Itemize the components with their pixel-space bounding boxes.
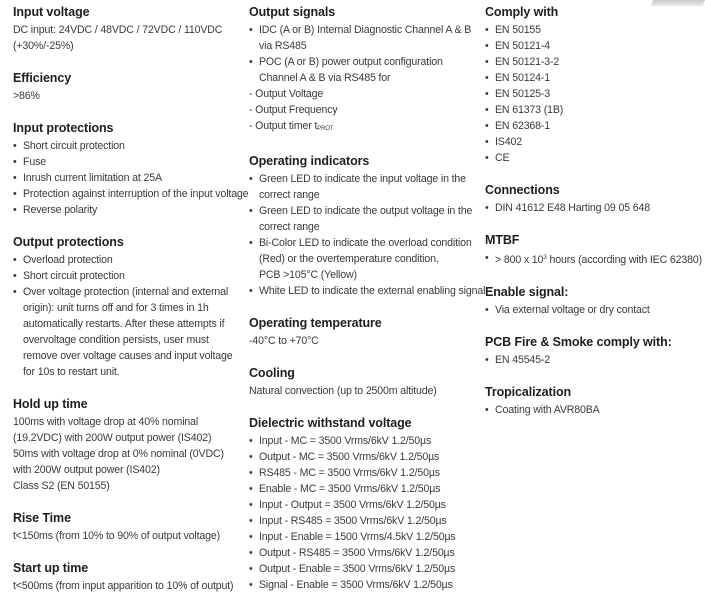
heading-efficiency: Efficiency — [13, 71, 72, 85]
list-item: • Signal - Enable = 3500 Vrms/6kV 1.2/50µs — [249, 577, 477, 593]
list-item: • EN 62368-1 — [485, 118, 703, 134]
text-line: -40°C to +70°C — [249, 335, 319, 347]
list-item: • EN 50121-3-2 — [485, 54, 703, 70]
list-item-continued: correct range — [259, 221, 320, 233]
list-item-continued: overvoltage condition persists, user must — [23, 334, 209, 346]
heading-mtbf: MTBF — [485, 233, 520, 247]
mtbf-unit: hours (according with IEC 62380) — [546, 254, 702, 266]
section-operating-temperature — [249, 315, 477, 349]
list-item: • Protection against interruption of the input voltage — [13, 186, 241, 202]
list-item: • Green LED to indicate the input voltage in the — [249, 171, 477, 187]
heading-tropicalization: Tropicalization — [485, 385, 572, 399]
list-item-continued: PCB >105°C (Yellow) — [259, 269, 357, 281]
heading-operating-indicators: Operating indicators — [249, 154, 370, 168]
heading-enable-signal: Enable signal: — [485, 285, 569, 299]
list-item-continued: origin): unit turns off and for 3 times in 1h — [23, 302, 209, 314]
heading-cooling: Cooling — [249, 366, 295, 380]
section-cooling — [249, 365, 477, 399]
list-item: • EN 50124-1 — [485, 70, 703, 86]
list-item: • Input - Enable = 1500 Vrms/4.5kV 1.2/50µs — [249, 529, 477, 545]
subscript-prot: PROT — [317, 126, 334, 132]
text-line: Class S2 (EN 50155) — [13, 480, 110, 492]
text-line: with 200W output power (IS402) — [13, 464, 160, 476]
section-output-signals — [249, 4, 477, 137]
list-item-continued: correct range — [259, 189, 320, 201]
heading-input-protections: Input protections — [13, 121, 114, 135]
list-item: • Input - RS485 = 3500 Vrms/6kV 1.2/50µs — [249, 513, 477, 529]
column-1 — [13, 4, 249, 594]
section-efficiency — [13, 70, 241, 104]
heading-dielectric: Dielectric withstand voltage — [249, 416, 412, 430]
list-item: • Input - MC = 3500 Vrms/6kV 1.2/50µs — [249, 433, 477, 449]
list-item: • Short circuit protection — [13, 138, 241, 154]
list-item-continued: Channel A & B via RS485 for — [259, 72, 391, 84]
section-rise-time — [13, 510, 241, 544]
list-item: • EN 45545-2 — [485, 352, 703, 368]
mtbf-value: > 800 x 10 — [495, 254, 544, 266]
section-mtbf — [485, 232, 703, 268]
section-hold-up-time — [13, 396, 241, 494]
list-item-continued: via RS485 — [259, 40, 307, 52]
list-item: • Output - RS485 = 3500 Vrms/6kV 1.2/50µs — [249, 545, 477, 561]
mtbf-exponent: 3 — [543, 254, 547, 261]
list-item-continued: for 10s to restart unit. — [23, 366, 120, 378]
text-line: Natural convection (up to 2500m altitude) — [249, 385, 437, 397]
section-operating-indicators — [249, 153, 489, 299]
list-item: • Fuse — [13, 154, 241, 170]
list-item: • White LED to indicate the external enabling signal. — [249, 283, 477, 299]
list-item: • CE — [485, 150, 703, 166]
list-item: • Short circuit protection — [13, 268, 241, 284]
list-item: • IS402 — [485, 134, 703, 150]
section-input-protections — [13, 120, 249, 218]
column-2 — [249, 4, 489, 593]
text-line: 100ms with voltage drop at 40% nominal — [13, 416, 199, 428]
list-item: • Bi-Color LED to indicate the overload condition — [249, 235, 477, 251]
list-item: • Green LED to indicate the output voltage in the — [249, 203, 477, 219]
section-enable-signal — [485, 284, 703, 318]
list-item: • Enable - MC = 3500 Vrms/6kV 1.2/50µs — [249, 481, 477, 497]
section-tropicalization — [485, 384, 703, 418]
section-dielectric — [249, 415, 477, 593]
dash-item-timer — [249, 118, 477, 137]
list-item: • EN 50155 — [485, 22, 703, 38]
list-item-continued: automatically restarts. After these attempts if — [23, 318, 225, 330]
text-line: >86% — [13, 90, 40, 102]
text-line: DC input: 24VDC / 48VDC / 72VDC / 110VDC — [13, 24, 223, 36]
list-item: • Over voltage protection (internal and external — [13, 284, 241, 300]
heading-rise-time: Rise Time — [13, 511, 71, 525]
text-line: (+30%/-25%) — [13, 40, 74, 52]
text-line: 50ms with voltage drop at 0% nominal (0VDC) — [13, 448, 224, 460]
list-item: • Output - Enable = 3500 Vrms/6kV 1.2/50µs — [249, 561, 477, 577]
section-comply-with — [485, 4, 703, 166]
heading-input-voltage: Input voltage — [13, 5, 90, 19]
section-pcb-fire-smoke — [485, 334, 703, 368]
dash-item: - Output Voltage — [249, 88, 324, 100]
list-item: • EN 50125-3 — [485, 86, 703, 102]
list-item: • POC (A or B) power output configuration — [249, 54, 477, 70]
heading-start-up-time: Start up time — [13, 561, 89, 575]
column-3 — [485, 4, 703, 418]
heading-hold-up-time: Hold up time — [13, 397, 88, 411]
text-line: t<150ms (from 10% to 90% of output voltage) — [13, 530, 221, 542]
dash-item-label: - Output timer t — [249, 120, 318, 132]
list-item-mtbf — [485, 250, 703, 268]
section-input-voltage — [13, 4, 241, 54]
list-item: • Overload protection — [13, 252, 241, 268]
section-connections — [485, 182, 703, 216]
text-line: t<500ms (from input apparition to 10% of output) — [13, 580, 234, 592]
list-item: • Coating with AVR80BA — [485, 402, 703, 418]
list-item: • Input - Output = 3500 Vrms/6kV 1.2/50µs — [249, 497, 477, 513]
heading-output-protections: Output protections — [13, 235, 124, 249]
list-item: • Via external voltage or dry contact — [485, 302, 703, 318]
heading-comply-with: Comply with — [485, 5, 559, 19]
list-item: • Output - MC = 3500 Vrms/6kV 1.2/50µs — [249, 449, 477, 465]
list-item: • EN 50121-4 — [485, 38, 703, 54]
heading-connections: Connections — [485, 183, 560, 197]
dash-item: - Output Frequency — [249, 104, 338, 116]
list-item: • IDC (A or B) Internal Diagnostic Channel A & B — [249, 22, 477, 38]
list-item: • Inrush current limitation at 25A — [13, 170, 241, 186]
heading-pcb-fire-smoke: PCB Fire & Smoke comply with: — [485, 335, 672, 349]
heading-operating-temperature: Operating temperature — [249, 316, 382, 330]
heading-output-signals: Output signals — [249, 5, 336, 19]
list-item: • RS485 - MC = 3500 Vrms/6kV 1.2/50µs — [249, 465, 477, 481]
list-item-continued: remove over voltage causes and input voltage — [23, 350, 233, 362]
list-item: • Reverse polarity — [13, 202, 241, 218]
list-item-continued: (Red) or the overtemperature condition, — [259, 253, 439, 265]
list-item: • EN 61373 (1B) — [485, 102, 703, 118]
section-output-protections — [13, 234, 241, 380]
list-item: • DIN 41612 E48 Harting 09 05 648 — [485, 200, 703, 216]
text-line: (19.2VDC) with 200W output power (IS402) — [13, 432, 212, 444]
